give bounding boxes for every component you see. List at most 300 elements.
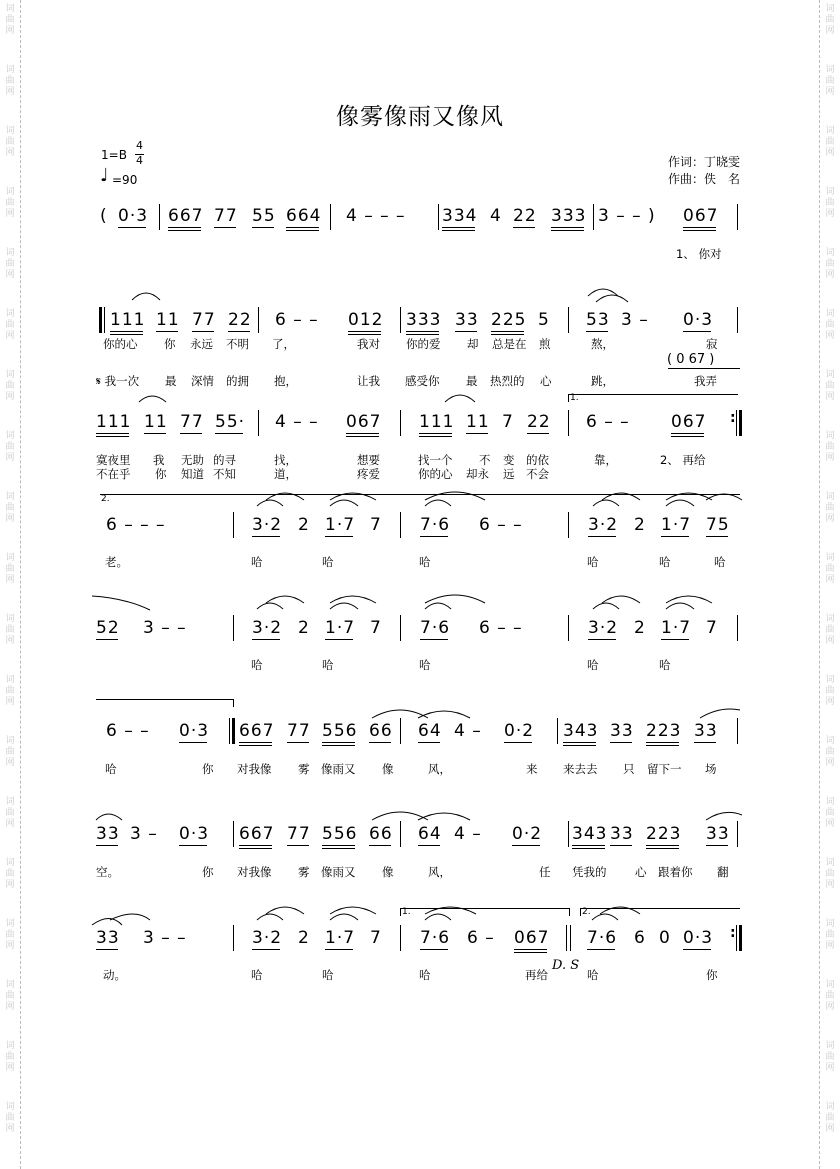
note-group: 77 bbox=[214, 206, 238, 226]
lyric: 只 bbox=[623, 762, 635, 776]
volta-bracket-2 bbox=[580, 908, 740, 909]
beam-line bbox=[325, 639, 353, 640]
note-group: 333 bbox=[406, 310, 442, 330]
tempo-note-icon: ♩ bbox=[100, 165, 109, 186]
lyric: 让我 bbox=[357, 374, 380, 388]
lyric: 心 bbox=[635, 865, 647, 879]
note-group: 7 bbox=[706, 618, 718, 638]
barline bbox=[557, 718, 558, 744]
lyric: 却永 bbox=[466, 467, 489, 481]
lyric: 道， bbox=[274, 467, 297, 481]
note-group: 33 bbox=[610, 824, 634, 844]
barline bbox=[568, 410, 569, 436]
barline bbox=[159, 204, 160, 230]
note-group: 343 bbox=[572, 824, 608, 844]
volta-edge bbox=[400, 908, 401, 916]
watermark-mark: 词 曲 网 bbox=[5, 248, 15, 280]
beam-line bbox=[418, 845, 440, 846]
note-group: 1·7 bbox=[661, 618, 692, 638]
tempo: =90 bbox=[112, 173, 138, 187]
line bbox=[668, 368, 740, 369]
beam-line bbox=[513, 227, 535, 228]
watermark-mark: 词 曲 网 bbox=[825, 797, 835, 829]
note-group: 667 bbox=[239, 721, 275, 741]
lyric: 哈 bbox=[322, 968, 334, 982]
lyric: 像 bbox=[382, 762, 394, 776]
barline bbox=[566, 925, 567, 951]
lyric: 寂 bbox=[706, 337, 718, 351]
note-group: 11 bbox=[144, 412, 168, 432]
watermark-mark: 词 曲 网 bbox=[825, 187, 835, 219]
volta-edge bbox=[233, 699, 234, 707]
volta-edge bbox=[569, 908, 570, 916]
pickup-notes: ( 0 67 ) bbox=[667, 352, 715, 367]
barline bbox=[233, 615, 234, 641]
watermark-mark: 词 曲 网 bbox=[5, 614, 15, 646]
beam-line bbox=[322, 848, 355, 849]
barline bbox=[570, 925, 571, 951]
beam-line bbox=[455, 331, 477, 332]
lyric: 疼爱 bbox=[357, 467, 380, 481]
lyric: 想要 bbox=[357, 453, 380, 467]
beam-line bbox=[572, 848, 605, 849]
lyric: 像 bbox=[382, 865, 394, 879]
lyric: 哈 bbox=[587, 555, 599, 569]
lyric: 总是在 bbox=[492, 337, 527, 351]
note-group: 4 – bbox=[454, 824, 482, 844]
note-group: 0 bbox=[659, 928, 671, 948]
beam-line bbox=[96, 845, 118, 846]
lyric: 来去去 bbox=[563, 762, 598, 776]
watermark-mark: 词 曲 网 bbox=[5, 1041, 15, 1073]
lyric: 对我像 bbox=[237, 762, 272, 776]
beam-line bbox=[420, 639, 448, 640]
watermark-mark: 词 曲 网 bbox=[5, 736, 15, 768]
note-group: 223 bbox=[646, 824, 682, 844]
watermark-mark: 词 曲 网 bbox=[5, 4, 15, 36]
note-group: 2 bbox=[634, 618, 646, 638]
beam-line bbox=[322, 845, 355, 846]
watermark-mark: 词 曲 网 bbox=[825, 1041, 835, 1073]
note-group: 53 bbox=[586, 310, 610, 330]
note-group: 067 bbox=[514, 928, 550, 948]
note-group: 6 – – – bbox=[106, 515, 166, 535]
note-group: 0·3 bbox=[683, 310, 714, 330]
note-group: 1·7 bbox=[325, 515, 356, 535]
beam-line bbox=[694, 742, 716, 743]
lyric: 不会 bbox=[526, 467, 549, 481]
beam-line bbox=[369, 742, 391, 743]
lyric: 心 bbox=[540, 374, 552, 388]
note-group: 3·2 bbox=[252, 928, 283, 948]
lyric: 对我像 bbox=[237, 865, 272, 879]
lyric: 的拥 bbox=[226, 374, 249, 388]
beam-line bbox=[180, 433, 202, 434]
beam-line bbox=[512, 845, 540, 846]
note-group: 111 bbox=[110, 310, 146, 330]
watermark-mark: 词 曲 网 bbox=[5, 309, 15, 341]
beam-line bbox=[96, 639, 118, 640]
lyric: 𝄋 我一次 bbox=[96, 374, 140, 388]
lyric: 雾 bbox=[298, 762, 310, 776]
beam-line bbox=[671, 433, 704, 434]
beam-line bbox=[418, 742, 440, 743]
beam-line bbox=[214, 227, 236, 228]
watermark-mark: 词 曲 网 bbox=[5, 1102, 15, 1134]
beam-line bbox=[325, 536, 353, 537]
note-group: 33 bbox=[610, 721, 634, 741]
barline bbox=[737, 821, 738, 847]
watermark-mark: 词 曲 网 bbox=[825, 248, 835, 280]
lyric: 再给 bbox=[525, 968, 548, 982]
note-group: 77 bbox=[287, 824, 311, 844]
note-group: 6 – – bbox=[479, 515, 523, 535]
beam-line bbox=[646, 848, 679, 849]
note-group: 2 bbox=[298, 515, 310, 535]
watermark-mark: 词 曲 网 bbox=[5, 797, 15, 829]
beam-line bbox=[346, 436, 379, 437]
note-group: 33 bbox=[455, 310, 479, 330]
watermark-mark: 词 曲 网 bbox=[825, 431, 835, 463]
note-group: 1·7 bbox=[661, 515, 692, 535]
note-group: 5 bbox=[538, 310, 550, 330]
volta-edge bbox=[568, 394, 569, 402]
lyric: 你的心 bbox=[103, 337, 138, 351]
composer: 作曲：佚 名 bbox=[668, 172, 741, 186]
barline bbox=[400, 512, 401, 538]
watermark-mark: 词 曲 网 bbox=[5, 492, 15, 524]
note-group: 6 – bbox=[467, 928, 495, 948]
lyric: 寞夜里 bbox=[96, 453, 131, 467]
note-group: 1·7 bbox=[325, 928, 356, 948]
time-top: 4 bbox=[136, 139, 143, 152]
lyric: 最 bbox=[466, 374, 478, 388]
watermark-mark: 词 曲 网 bbox=[5, 65, 15, 97]
beam-line bbox=[706, 536, 728, 537]
note-group: 334 bbox=[442, 206, 478, 226]
note-group: 3 – – bbox=[143, 618, 187, 638]
beam-line bbox=[168, 230, 201, 231]
lyric: 跟着你 bbox=[658, 865, 693, 879]
note-group: 333 bbox=[551, 206, 587, 226]
lyric: 哈 bbox=[251, 658, 263, 672]
note-group: 556 bbox=[322, 721, 358, 741]
beam-line bbox=[156, 331, 178, 332]
volta-label: 1. bbox=[570, 393, 579, 403]
beam-line bbox=[551, 227, 584, 228]
lyric: 不 bbox=[479, 453, 491, 467]
note-group: 3 – bbox=[621, 310, 649, 330]
lyric: 找一个 bbox=[418, 453, 453, 467]
volta-bracket-1 bbox=[568, 394, 738, 395]
lyric: 抱， bbox=[274, 374, 297, 388]
note-group: 33 bbox=[706, 824, 730, 844]
note-group: 111 bbox=[419, 412, 455, 432]
barline bbox=[233, 821, 234, 847]
note-group: 4 – bbox=[454, 721, 482, 741]
watermark-mark: 词 曲 网 bbox=[5, 919, 15, 951]
barline bbox=[737, 307, 738, 333]
note-group: 64 bbox=[418, 824, 442, 844]
note-group: 11 bbox=[156, 310, 180, 330]
lyric: 哈 bbox=[419, 968, 431, 982]
note-group: 7 bbox=[370, 928, 382, 948]
beam-line bbox=[646, 745, 679, 746]
lyric: 的依 bbox=[526, 453, 549, 467]
note-group: 77 bbox=[287, 721, 311, 741]
beam-line bbox=[563, 742, 596, 743]
lyric: 不在乎 bbox=[96, 467, 131, 481]
note-group: 7 bbox=[502, 412, 514, 432]
lyric: 知道 bbox=[181, 467, 204, 481]
lyric: 最 bbox=[165, 374, 177, 388]
lyric: 你 bbox=[202, 762, 214, 776]
note-group: 667 bbox=[239, 824, 275, 844]
volta-label: 2. bbox=[101, 494, 110, 504]
note-group: 33 bbox=[96, 928, 120, 948]
note-group: 6 – – bbox=[586, 412, 630, 432]
volta-bracket-1 bbox=[400, 908, 570, 909]
barline bbox=[400, 925, 401, 951]
beam-line bbox=[514, 949, 547, 950]
barline bbox=[400, 718, 401, 744]
barline bbox=[568, 512, 569, 538]
beam-line bbox=[586, 331, 608, 332]
beam-line bbox=[588, 536, 616, 537]
barline bbox=[737, 615, 738, 641]
lyric: 熬， bbox=[591, 337, 614, 351]
beam-line bbox=[646, 742, 679, 743]
beam-line bbox=[671, 436, 704, 437]
lyric: 我弄 bbox=[694, 374, 717, 388]
beam-line bbox=[588, 639, 616, 640]
beam-line bbox=[346, 433, 379, 434]
note-group: 75 bbox=[706, 515, 730, 535]
note-group: 66 bbox=[369, 824, 393, 844]
note-group: 7·6 bbox=[420, 515, 451, 535]
note-group: 556 bbox=[322, 824, 358, 844]
note-group: 4 – – – bbox=[346, 206, 406, 226]
lyric: 你 bbox=[706, 968, 718, 982]
lyric: 哈 bbox=[322, 555, 334, 569]
lyric: 哈 bbox=[587, 968, 599, 982]
watermark-mark: 词 曲 网 bbox=[825, 736, 835, 768]
lyric: 深情 bbox=[191, 374, 214, 388]
volta-bracket-2 bbox=[100, 494, 740, 495]
lyric: 感受你 bbox=[405, 374, 440, 388]
beam-line bbox=[179, 845, 207, 846]
lyric: 热烈的 bbox=[490, 374, 525, 388]
song-title: 像雾像雨又像风 bbox=[336, 104, 504, 130]
beam-line bbox=[168, 227, 201, 228]
lyric: 动。 bbox=[103, 968, 126, 982]
note-group: 33 bbox=[694, 721, 718, 741]
note-group: 2 bbox=[634, 515, 646, 535]
beam-line bbox=[442, 227, 475, 228]
beam-line bbox=[239, 845, 272, 846]
note-group: 3·2 bbox=[588, 515, 619, 535]
beam-line bbox=[683, 230, 716, 231]
note-group: 22 bbox=[228, 310, 252, 330]
beam-line bbox=[118, 227, 146, 228]
note-group: 22 bbox=[513, 206, 537, 226]
watermark-mark: 词 曲 网 bbox=[5, 675, 15, 707]
volta-label: 1. bbox=[402, 907, 411, 917]
beam-line bbox=[504, 742, 532, 743]
beam-line bbox=[419, 436, 452, 437]
barline bbox=[400, 307, 401, 333]
lyric: 哈 bbox=[419, 658, 431, 672]
lyric: 了， bbox=[272, 337, 295, 351]
beam-line bbox=[661, 639, 689, 640]
note-group: 7·6 bbox=[587, 928, 618, 948]
lyric: 哈 bbox=[587, 658, 599, 672]
note-group: 2 bbox=[298, 618, 310, 638]
beam-line bbox=[563, 745, 596, 746]
repeat-barline bbox=[232, 718, 235, 744]
note-group: 3 – – ) bbox=[598, 206, 656, 226]
lyric: 来 bbox=[526, 762, 538, 776]
note-group: 3·2 bbox=[252, 515, 283, 535]
volta-bracket-1 bbox=[96, 699, 234, 700]
lyric: 找， bbox=[274, 453, 297, 467]
lyric: 你的爱 bbox=[406, 337, 441, 351]
lyric: 1、 你对 bbox=[676, 247, 722, 261]
beam-line bbox=[239, 745, 272, 746]
beam-line bbox=[239, 848, 272, 849]
beam-line bbox=[322, 745, 355, 746]
beam-line bbox=[466, 433, 488, 434]
beam-line bbox=[420, 949, 448, 950]
lyric: 远 bbox=[503, 467, 515, 481]
barline bbox=[737, 204, 738, 230]
watermark-mark: 词 曲 网 bbox=[825, 126, 835, 158]
lyric: 任 bbox=[539, 865, 551, 879]
volta-label: 2. bbox=[582, 907, 591, 917]
beam-line bbox=[587, 949, 615, 950]
key-signature: 1=B bbox=[101, 148, 127, 162]
note-group: 225 bbox=[491, 310, 527, 330]
note-group: 6 – – bbox=[275, 310, 319, 330]
note-group: 55 bbox=[252, 206, 276, 226]
lyric: 翻 bbox=[717, 865, 729, 879]
watermark-mark: 词 曲 网 bbox=[825, 675, 835, 707]
beam-line bbox=[369, 845, 391, 846]
beam-line bbox=[683, 949, 711, 950]
barline bbox=[233, 925, 234, 951]
lyric: 你 bbox=[164, 337, 176, 351]
lyric: 哈 bbox=[659, 555, 671, 569]
lyric: 哈 bbox=[714, 555, 726, 569]
note-group: 4 bbox=[490, 206, 502, 226]
barline bbox=[568, 307, 569, 333]
lyric: 的寻 bbox=[213, 453, 236, 467]
beam-line bbox=[179, 742, 207, 743]
note-group: 0·3 bbox=[179, 721, 210, 741]
beam-line bbox=[683, 331, 711, 332]
note-group: 22 bbox=[527, 412, 551, 432]
note-group: 223 bbox=[646, 721, 682, 741]
lyric: 却 bbox=[467, 337, 479, 351]
dal-segno: D. S bbox=[552, 958, 580, 973]
lyric: 雾 bbox=[298, 865, 310, 879]
lyric: 老。 bbox=[105, 555, 128, 569]
watermark-mark: 词 曲 网 bbox=[825, 4, 835, 36]
beam-line bbox=[325, 949, 353, 950]
lyric: 哈 bbox=[251, 555, 263, 569]
note-group: 6 – – bbox=[479, 618, 523, 638]
lyric: 2、 再给 bbox=[660, 453, 706, 467]
beam-line bbox=[527, 433, 549, 434]
watermark-mark: 词 曲 网 bbox=[5, 126, 15, 158]
note-group: 067 bbox=[683, 206, 719, 226]
beam-line bbox=[96, 433, 129, 434]
note-group: 7·6 bbox=[420, 618, 451, 638]
repeat-dots: : bbox=[730, 925, 736, 941]
lyric: 跳， bbox=[591, 374, 614, 388]
beam-line bbox=[491, 334, 524, 335]
note-group: ( bbox=[100, 206, 108, 226]
beam-line bbox=[228, 331, 250, 332]
lyric: 哈 bbox=[322, 658, 334, 672]
repeat-barline bbox=[739, 410, 742, 436]
note-group: 64 bbox=[418, 721, 442, 741]
beam-line bbox=[406, 331, 439, 332]
lyric: 哈 bbox=[105, 762, 117, 776]
lyric: 永远 bbox=[190, 337, 213, 351]
watermark-mark: 词 曲 网 bbox=[5, 431, 15, 463]
beam-line bbox=[239, 742, 272, 743]
note-group: 067 bbox=[346, 412, 382, 432]
note-group: 4 – – bbox=[275, 412, 319, 432]
barline bbox=[737, 718, 738, 744]
beam-line bbox=[406, 334, 439, 335]
beam-line bbox=[610, 742, 632, 743]
beam-line bbox=[96, 436, 129, 437]
beam-line bbox=[286, 227, 319, 228]
barline bbox=[258, 307, 259, 333]
watermark-mark: 词 曲 网 bbox=[825, 858, 835, 890]
barline bbox=[233, 512, 234, 538]
note-group: 012 bbox=[348, 310, 384, 330]
note-group: 77 bbox=[180, 412, 204, 432]
barline bbox=[229, 718, 230, 744]
beam-line bbox=[646, 845, 679, 846]
note-group: 0·3 bbox=[179, 824, 210, 844]
note-group: 3 – bbox=[130, 824, 158, 844]
note-group: 6 bbox=[634, 928, 646, 948]
lyric: 你 bbox=[155, 467, 167, 481]
note-group: 66 bbox=[369, 721, 393, 741]
note-group: 0·2 bbox=[504, 721, 535, 741]
beam-line bbox=[322, 742, 355, 743]
watermark-mark: 词 曲 网 bbox=[825, 1102, 835, 1134]
watermark-mark: 词 曲 网 bbox=[5, 370, 15, 402]
note-group: 3·2 bbox=[252, 618, 283, 638]
note-group: 7 bbox=[370, 618, 382, 638]
watermark-mark: 词 曲 网 bbox=[825, 919, 835, 951]
watermark-mark: 词 曲 网 bbox=[825, 553, 835, 585]
watermark-mark: 词 曲 网 bbox=[5, 187, 15, 219]
note-group: 3 – – bbox=[143, 928, 187, 948]
beam-line bbox=[572, 845, 605, 846]
barline bbox=[736, 925, 737, 951]
lyric: 哈 bbox=[419, 555, 431, 569]
beam-line bbox=[286, 230, 319, 231]
note-group: 77 bbox=[192, 310, 216, 330]
note-group: 1·7 bbox=[325, 618, 356, 638]
lyric: 你的心 bbox=[418, 467, 453, 481]
